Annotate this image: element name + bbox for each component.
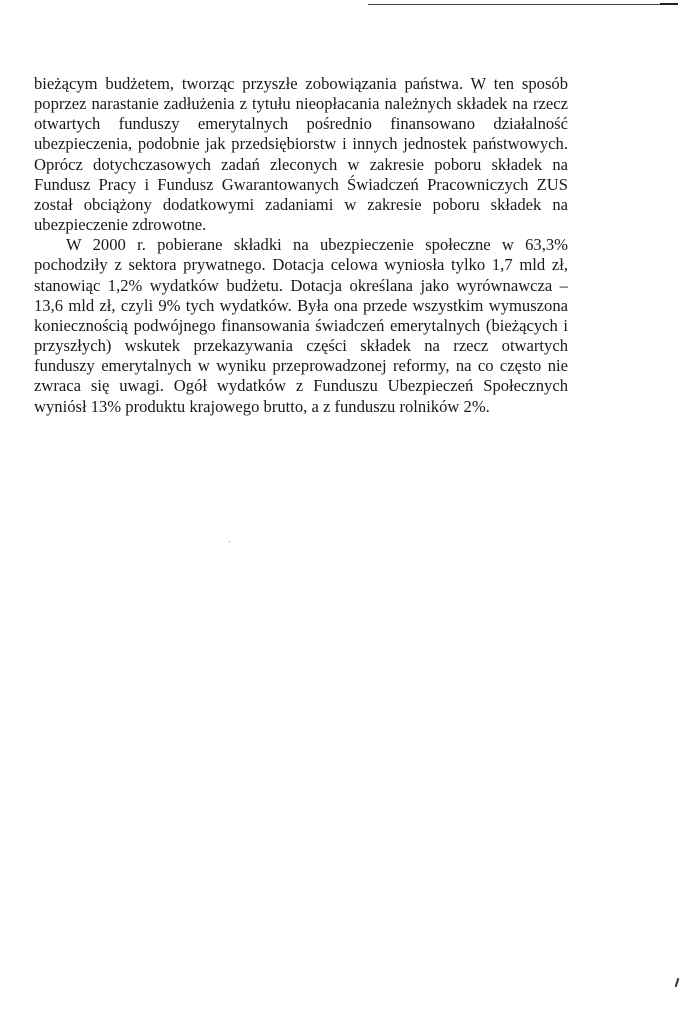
scan-speck [229,541,230,542]
scan-top-rule [368,4,670,5]
paragraph-2000-contributions: W 2000 r. pobierane składki na ubezpieczenie społeczne w 63,3% pochodziły z sektora prywatnego. Dotacja celowa wyniosła tylko 1,7 mld zł, stanowiąc 1,2% wydatków budżetu. Dotacja określana jako wyrównawcza – 13,6 mld zł, czyli 9% tych wydatków. Była ona przede wszystkim wymuszona koniecznością podwójnego finansowania świadczeń emerytalnych (bieżących i przyszłych) wskutek przekazywania części składek na rzecz otwartych funduszy emerytalnych w wyniku przeprowadzonej reformy, na co często nie zwraca się uwagi. Ogół wydatków z Funduszu Ubezpieczeń Społecznych wyniósł 13% produktu krajowego brutto, a z funduszu rolników 2%. [34,235,568,416]
paragraph-continuation: bieżącym budżetem, tworząc przyszłe zobowiązania państwa. W ten sposób poprzez narastanie zadłużenia z tytułu nieopłacania należnych składek na rzecz otwartych funduszy emerytalnych pośrednio finansowano działalność ubezpieczenia, podobnie jak przedsiębiorstw i innych jednostek państwowych. Oprócz dotychczasowych zadań zleconych w zakresie poboru składek na Fundusz Pracy i Fundusz Gwarantowanych Świadczeń Pracowniczych ZUS został obciążony dodatkowymi zadaniami w zakresie poboru składek na ubezpieczenie zdrowotne. [34,74,568,235]
document-body [34,74,568,417]
scan-corner-mark [675,978,680,987]
scan-top-edge-mark [660,3,678,5]
